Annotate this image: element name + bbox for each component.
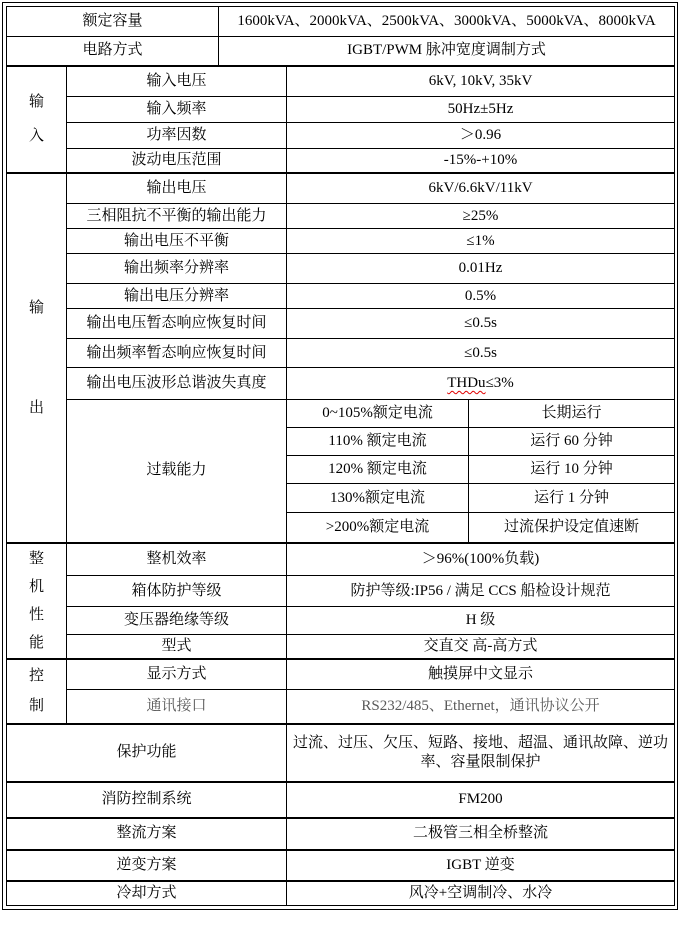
- value-display-mode: 触摸屏中文显示: [287, 659, 675, 690]
- group-machine-performance-label: 整机性能: [29, 550, 45, 651]
- label-unbalanced-impedance-output: 三相阻抗不平衡的输出能力: [67, 204, 287, 229]
- value-topology-type: 交直交 高-高方式: [287, 634, 675, 659]
- overload-condition-4: >200%额定电流: [287, 513, 469, 543]
- value-output-voltage-resolution: 0.5%: [287, 284, 675, 309]
- thd-misspelled-word: THDu: [447, 375, 486, 392]
- label-frequency-transient-recovery: 输出频率暂态响应恢复时间: [67, 339, 287, 368]
- value-transformer-insulation: H 级: [287, 606, 675, 634]
- label-thd: 输出电压波形总谐波失真度: [67, 368, 287, 400]
- label-enclosure-protection: 箱体防护等级: [67, 575, 287, 606]
- group-output: [7, 173, 67, 543]
- value-communication-interface: RS232/485、Ethernet，通讯协议公开: [287, 690, 675, 724]
- label-overall-efficiency: 整机效率: [67, 543, 287, 576]
- value-output-frequency-resolution: 0.01Hz: [287, 254, 675, 284]
- label-input-voltage: 输入电压: [67, 66, 287, 97]
- group-control-label: 控制: [29, 668, 45, 714]
- value-output-voltage-unbalance: ≤1%: [287, 229, 675, 254]
- overload-behavior-3: 运行 1 分钟: [469, 484, 675, 513]
- value-power-factor: ＞0.96: [287, 123, 675, 149]
- group-input: [7, 66, 67, 173]
- overload-behavior-4: 过流保护设定值速断: [469, 513, 675, 543]
- label-fire-control-system: 消防控制系统: [7, 782, 287, 818]
- value-voltage-fluctuation-range: -15%-+10%: [287, 149, 675, 173]
- group-output-label: 输出: [29, 299, 45, 416]
- label-power-factor: 功率因数: [67, 123, 287, 149]
- label-topology-type: 型式: [67, 634, 287, 659]
- thd-value-rest: ≤3%: [485, 375, 514, 392]
- label-output-voltage-resolution: 输出电压分辨率: [67, 284, 287, 309]
- label-cooling-method: 冷却方式: [7, 881, 287, 906]
- value-unbalanced-impedance-output: ≥25%: [287, 204, 675, 229]
- label-display-mode: 显示方式: [67, 659, 287, 690]
- label-overload-capacity: 过载能力: [67, 400, 287, 543]
- value-inverter-scheme: IGBT 逆变: [287, 850, 675, 881]
- label-input-frequency: 输入频率: [67, 97, 287, 123]
- value-thd: [287, 368, 675, 400]
- group-machine-performance: [7, 543, 67, 659]
- group-control: [7, 659, 67, 724]
- value-rectifier-scheme: 二极管三相全桥整流: [287, 818, 675, 850]
- label-communication-interface: 通讯接口: [67, 690, 287, 724]
- overload-behavior-2: 运行 10 分钟: [469, 456, 675, 484]
- value-input-frequency: 50Hz±5Hz: [287, 97, 675, 123]
- value-voltage-transient-recovery: ≤0.5s: [287, 309, 675, 339]
- label-inverter-scheme: 逆变方案: [7, 850, 287, 881]
- overload-condition-3: 130%额定电流: [287, 484, 469, 513]
- label-output-voltage-unbalance: 输出电压不平衡: [67, 229, 287, 254]
- value-fire-control-system: FM200: [287, 782, 675, 818]
- value-enclosure-protection: 防护等级:IP56 / 满足 CCS 船检设计规范: [287, 575, 675, 606]
- value-rated-capacity: 1600kVA、2000kVA、2500kVA、3000kVA、5000kVA、8000kVA: [219, 7, 675, 37]
- overload-condition-0: 0~105%额定电流: [287, 400, 469, 428]
- label-rated-capacity: 额定容量: [7, 7, 219, 37]
- label-output-frequency-resolution: 输出频率分辨率: [67, 254, 287, 284]
- label-protection-functions: 保护功能: [7, 724, 287, 782]
- label-circuit-type: 电路方式: [7, 37, 219, 66]
- spec-table-frame: [2, 2, 678, 910]
- value-input-voltage: 6kV, 10kV, 35kV: [287, 66, 675, 97]
- value-overall-efficiency: ＞96%(100%负载): [287, 543, 675, 576]
- label-voltage-transient-recovery: 输出电压暂态响应恢复时间: [67, 309, 287, 339]
- label-output-voltage: 输出电压: [67, 173, 287, 204]
- overload-behavior-0: 长期运行: [469, 400, 675, 428]
- value-protection-functions: 过流、过压、欠压、短路、接地、超温、通讯故障、逆功率、容量限制保护: [287, 724, 675, 782]
- overload-condition-1: 110% 额定电流: [287, 428, 469, 456]
- label-rectifier-scheme: 整流方案: [7, 818, 287, 850]
- value-cooling-method: 风冷+空调制冷、水冷: [287, 881, 675, 906]
- group-input-label: 输入: [29, 94, 45, 144]
- value-output-voltage: 6kV/6.6kV/11kV: [287, 173, 675, 204]
- label-voltage-fluctuation-range: 波动电压范围: [67, 149, 287, 173]
- label-transformer-insulation: 变压器绝缘等级: [67, 606, 287, 634]
- spec-table: [6, 6, 675, 906]
- overload-condition-2: 120% 额定电流: [287, 456, 469, 484]
- overload-behavior-1: 运行 60 分钟: [469, 428, 675, 456]
- value-frequency-transient-recovery: ≤0.5s: [287, 339, 675, 368]
- value-circuit-type: IGBT/PWM 脉冲宽度调制方式: [219, 37, 675, 66]
